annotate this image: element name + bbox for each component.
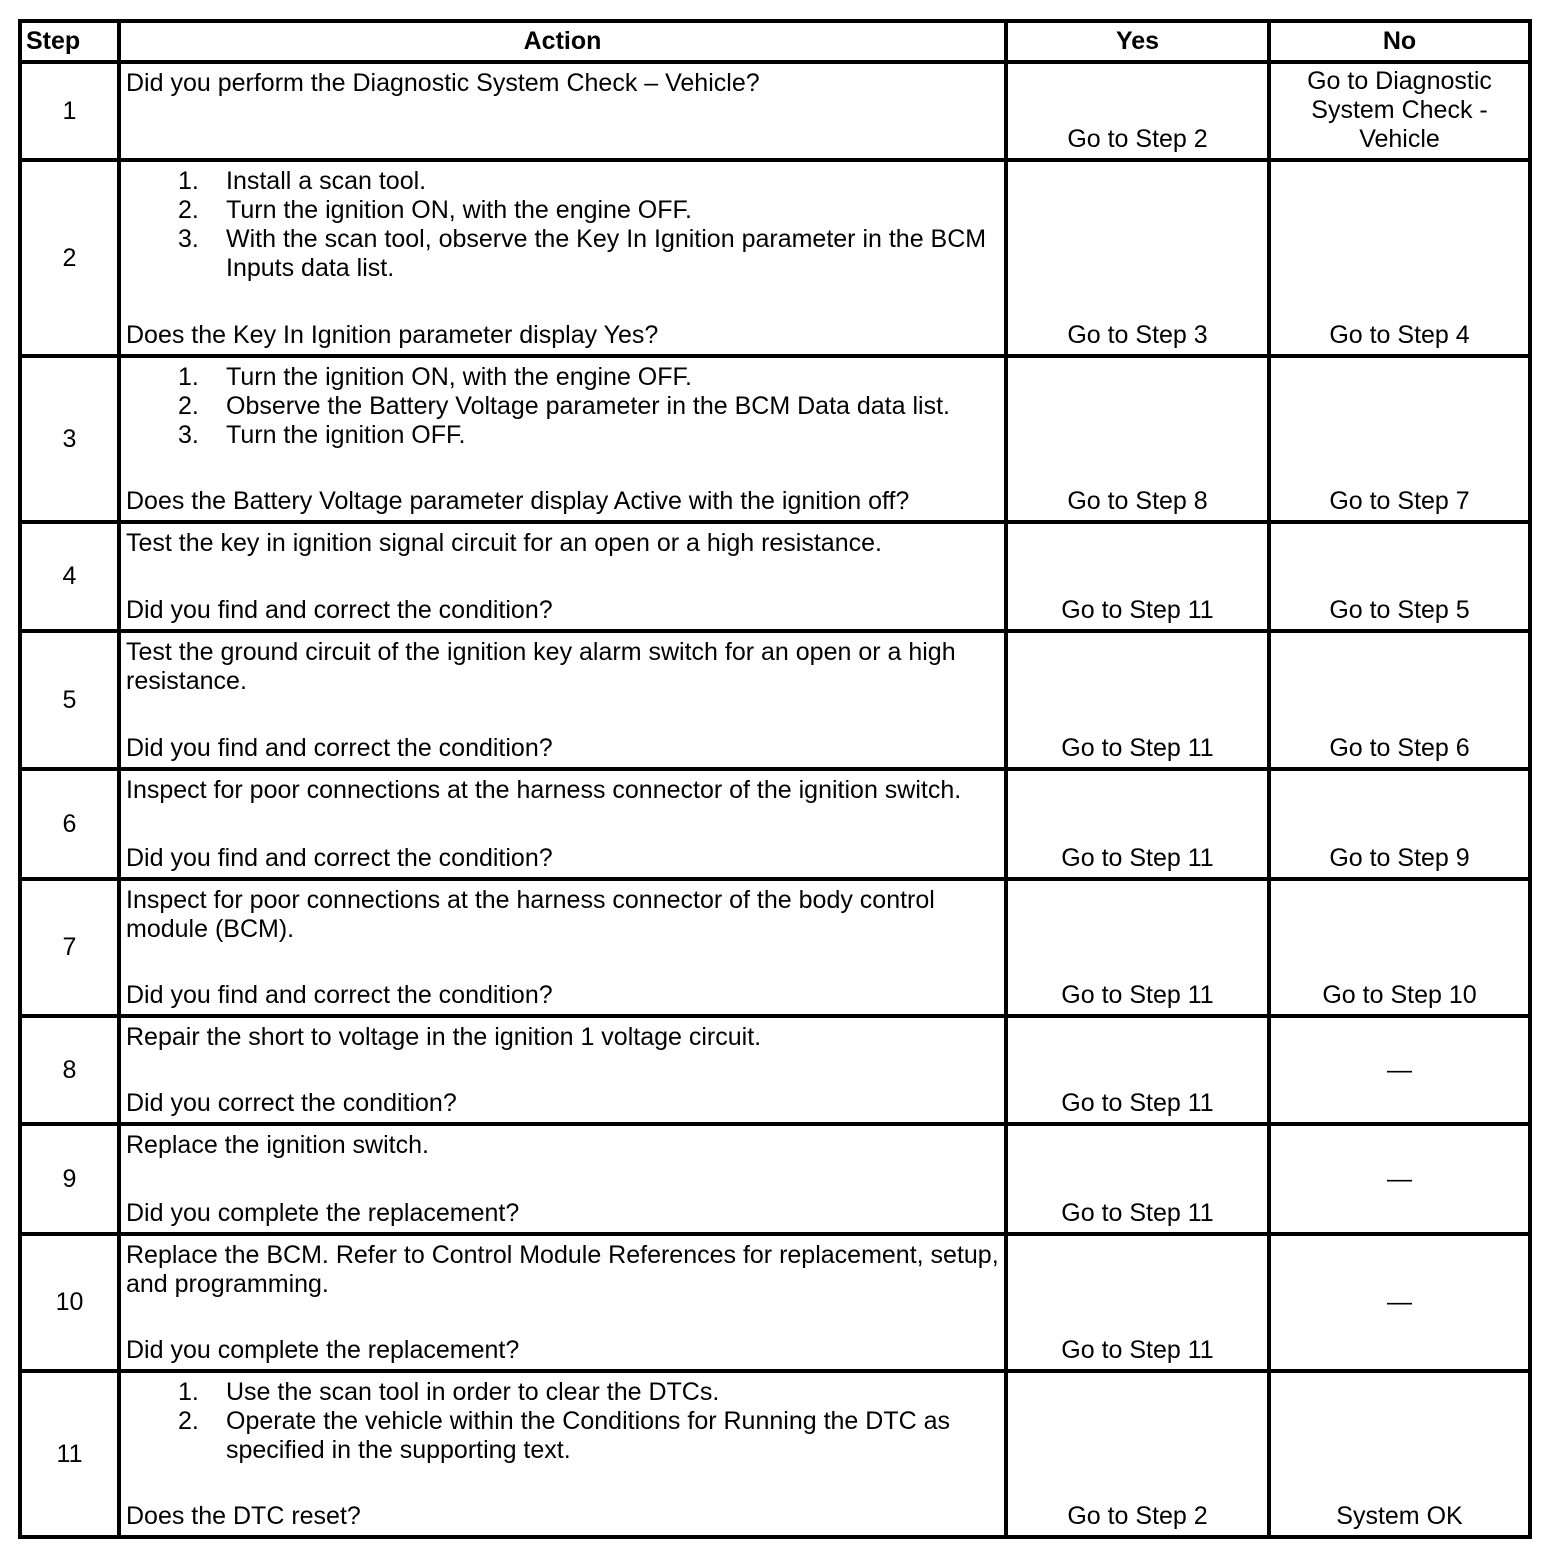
yes-result: Go to Step 11 [1061,1089,1214,1117]
header-no: No [1271,23,1528,60]
no-result: Go to Step 9 [1329,844,1470,872]
action-question: Did you complete the replacement? [126,1336,520,1364]
no-cell [1271,358,1528,520]
no-cell [1271,1373,1528,1535]
action-question: Did you find and correct the condition? [126,981,553,1009]
list-text: Turn the ignition ON, with the engine OFF. [226,196,692,224]
action-instruction: Repair the short to voltage in the ignition 1 voltage circuit. [126,1023,762,1051]
action-cell [121,1373,1004,1535]
action-question: Does the Key In Ignition parameter display Yes? [126,321,659,349]
yes-result: Go to Step 11 [1061,596,1214,624]
action-question: Did you find and correct the condition? [126,596,553,624]
yes-cell [1008,524,1267,629]
action-question: Does the DTC reset? [126,1502,361,1530]
yes-result: Go to Step 11 [1061,1336,1214,1364]
header-yes: Yes [1008,23,1267,60]
yes-cell [1008,1373,1267,1535]
yes-cell [1008,162,1267,354]
step-number: 10 [22,1236,117,1369]
list-item [126,392,1004,421]
action-instruction: Replace the BCM. Refer to Control Module References for replacement, setup, and programming. [126,1241,999,1298]
no-cell [1271,633,1528,767]
step-number: 4 [22,524,117,629]
action-question: Did you correct the condition? [126,1089,457,1117]
no-result: Go to Step 10 [1322,981,1477,1009]
yes-result: Go to Step 11 [1061,844,1214,872]
yes-cell [1008,1236,1267,1369]
list-item [126,1407,1004,1465]
yes-cell [1008,1126,1267,1232]
header-action: Action [121,23,1004,60]
list-item [126,363,1004,392]
action-cell [121,881,1004,1014]
action-instruction: Replace the ignition switch. [126,1131,429,1159]
yes-cell [1008,1018,1267,1122]
no-cell [1271,524,1528,629]
no-result: Go to Step 6 [1329,734,1470,762]
list-item [126,167,1004,196]
yes-result: Go to Step 2 [1067,125,1208,153]
list-item [126,225,1004,283]
yes-result: Go to Step 11 [1061,1199,1214,1227]
action-cell [121,524,1004,629]
yes-result: Go to Step 2 [1067,1502,1208,1530]
no-cell [1271,1236,1528,1369]
yes-result: Go to Step 11 [1061,981,1214,1009]
list-text: Observe the Battery Voltage parameter in the BCM Data data list. [226,392,950,420]
action-instruction: Test the key in ignition signal circuit for an open or a high resistance. [126,529,882,557]
list-text: Use the scan tool in order to clear the DTCs. [226,1378,720,1406]
action-question: Did you find and correct the condition? [126,844,553,872]
list-number: 2. [178,392,199,420]
no-result: Go to Step 7 [1329,487,1470,515]
yes-cell [1008,358,1267,520]
procedure-list [126,363,1004,450]
list-text: Install a scan tool. [226,167,427,195]
action-instruction: Did you perform the Diagnostic System Check – Vehicle? [126,69,760,97]
list-number: 3. [178,225,199,253]
list-number: 1. [178,363,199,391]
action-cell [121,771,1004,877]
no-result: Go to Step 5 [1329,596,1470,624]
list-number: 2. [178,1407,199,1435]
action-cell [121,1018,1004,1122]
step-number: 9 [22,1126,117,1232]
no-result: — [1387,1164,1412,1193]
step-number: 5 [22,633,117,767]
no-result: System OK [1336,1502,1463,1530]
step-number: 7 [22,881,117,1014]
header-step: Step [22,23,117,60]
list-item [126,196,1004,225]
list-item [126,1378,1004,1407]
action-cell [121,358,1004,520]
list-text: Operate the vehicle within the Conditions for Running the DTC as specified in the supporting text. [226,1407,950,1464]
no-cell [1271,771,1528,877]
yes-result: Go to Step 3 [1067,321,1208,349]
yes-result: Go to Step 11 [1061,734,1214,762]
yes-result: Go to Step 8 [1067,487,1208,515]
yes-cell [1008,881,1267,1014]
list-number: 3. [178,421,199,449]
list-text: With the scan tool, observe the Key In Ignition parameter in the BCM Inputs data list. [226,225,987,282]
action-question: Does the Battery Voltage parameter display Active with the ignition off? [126,487,910,515]
action-cell [121,162,1004,354]
action-question: Did you complete the replacement? [126,1199,520,1227]
no-cell [1271,162,1528,354]
list-text: Turn the ignition ON, with the engine OFF. [226,363,692,391]
list-number: 1. [178,167,199,195]
list-number: 1. [178,1378,199,1406]
list-number: 2. [178,196,199,224]
step-number: 11 [22,1373,117,1535]
action-instruction: Test the ground circuit of the ignition key alarm switch for an open or a high resistance. [126,638,956,695]
action-cell [121,64,1004,158]
action-cell [121,633,1004,767]
step-number: 1 [22,64,117,158]
no-cell [1271,881,1528,1014]
list-item [126,421,1004,450]
no-result: Go to Diagnostic System Check - Vehicle [1307,67,1492,153]
no-cell [1271,64,1528,158]
procedure-list [126,167,1004,283]
procedure-list [126,1378,1004,1465]
no-cell [1271,1126,1528,1232]
diagnostic-table [18,19,1532,1539]
action-question: Did you find and correct the condition? [126,734,553,762]
yes-cell [1008,633,1267,767]
no-result: — [1387,1288,1412,1316]
no-result: — [1387,1055,1412,1084]
step-number: 2 [22,162,117,354]
yes-cell [1008,64,1267,158]
no-cell [1271,1018,1528,1122]
step-number: 8 [22,1018,117,1122]
action-instruction: Inspect for poor connections at the harness connector of the ignition switch. [126,776,962,804]
no-result: Go to Step 4 [1329,321,1470,349]
yes-cell [1008,771,1267,877]
action-instruction: Inspect for poor connections at the harness connector of the body control module (BCM). [126,886,935,943]
action-cell [121,1126,1004,1232]
step-number: 6 [22,771,117,877]
step-number: 3 [22,358,117,520]
list-text: Turn the ignition OFF. [226,421,466,449]
action-cell [121,1236,1004,1369]
